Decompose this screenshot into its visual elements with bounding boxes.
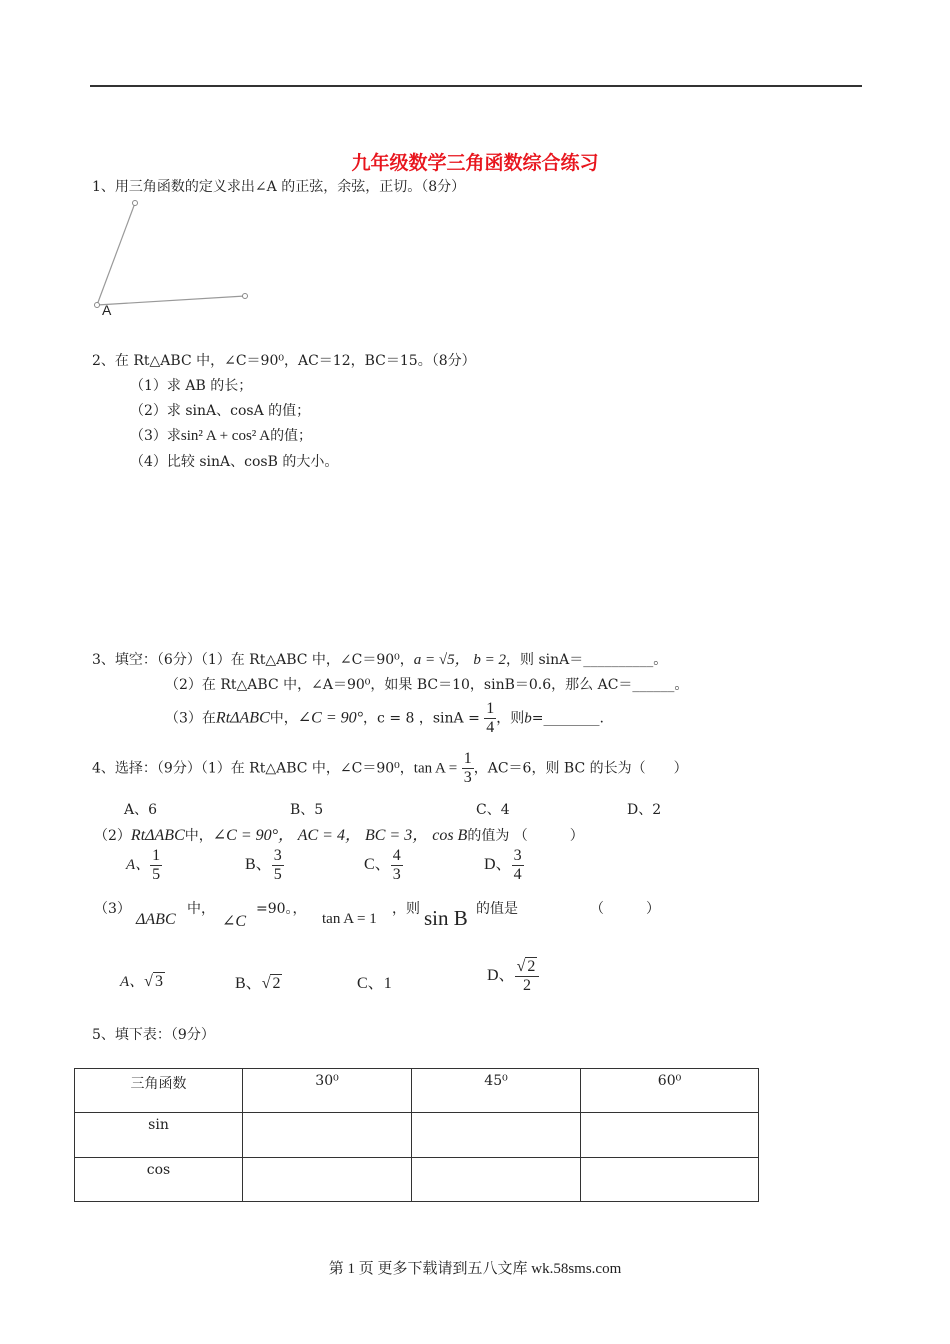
question-2-item-3-tail: 的值；	[270, 428, 313, 444]
option-2-c-label: C、	[364, 856, 391, 874]
question-4-line-1	[92, 750, 688, 787]
option-2-c-fraction	[391, 847, 403, 884]
option-3-c-label: C、	[357, 975, 384, 992]
option-2-a-denominator: 5	[152, 866, 161, 883]
option-1-c: C、4	[476, 802, 510, 818]
table-cell	[243, 1113, 412, 1158]
question-2-item-2: （2）求 sinA、cosA 的值；	[130, 403, 311, 419]
question-3-line-3	[165, 700, 604, 737]
option-2-a	[126, 847, 162, 884]
question-4-line-2-a: （2）	[94, 828, 131, 844]
question-4-line-2	[94, 822, 584, 845]
option-2-b	[245, 847, 284, 884]
question-4-line-2-math-1: RtΔABC	[130, 827, 185, 844]
question-3-line-3-math-3: b	[524, 710, 532, 727]
option-1-d: D、2	[627, 802, 662, 818]
option-2-b-denominator: 5	[273, 866, 282, 883]
question-4-fraction-denominator: 3	[463, 769, 472, 786]
question-2-text: 2、在 Rt△ABC 中，∠C＝90⁰，AC＝12，BC＝15。（8分）	[92, 353, 476, 369]
option-3-d-denominator: 2	[515, 976, 540, 995]
question-3-line-2: （2）在 Rt△ABC 中，∠A＝90⁰，如果 BC＝10，sinB＝0.6，那么 AC＝______。	[165, 677, 689, 693]
question-4-fraction-numerator: 1	[463, 750, 472, 767]
option-2-d-label: D、	[484, 856, 512, 874]
table-header-row	[75, 1069, 759, 1113]
option-2-b-numerator: 3	[273, 847, 282, 864]
question-3-line-3-c: ，c = 8 ，sinA =	[363, 710, 480, 727]
option-3-d-numerator: √ 2	[516, 958, 536, 975]
table-row-label: sin	[75, 1113, 243, 1158]
table-cell	[412, 1158, 581, 1202]
table-row	[75, 1158, 759, 1202]
table-row-label: cos	[75, 1158, 243, 1202]
question-3-line-3-a: （3）在	[165, 710, 216, 727]
option-3-a-label: A、	[120, 974, 145, 990]
question-2-item-3	[130, 425, 312, 445]
table-cell	[581, 1113, 759, 1158]
option-3-b: B、√ 2	[235, 975, 281, 992]
question-4-line-1-math: tan A =	[413, 760, 458, 777]
option-3-b-value: 2	[272, 975, 281, 992]
table-header-cell: 三角函数	[75, 1069, 243, 1113]
question-1-text: 1、用三角函数的定义求出∠A 的正弦，余弦，正切。（8分）	[92, 179, 466, 195]
option-3-d-fraction	[515, 958, 540, 995]
option-3-c-value: 1	[383, 975, 392, 992]
question-3-line-3-e: =________.	[531, 710, 604, 727]
question-2-item-3-label: （3）求	[130, 428, 181, 444]
question-4-line-3-math-4: sin B	[424, 906, 468, 930]
question-3-line-1	[92, 648, 667, 669]
question-2-item-4: （4）比较 sinA、cosB 的大小。	[130, 454, 339, 470]
question-3-fraction-numerator: 1	[486, 700, 495, 717]
angle-figure	[90, 195, 260, 325]
question-4-line-1-text: 4、选择：（9分）（1）在 Rt△ABC 中，∠C＝90⁰，	[92, 760, 414, 777]
table-header-cell: 60⁰	[581, 1069, 759, 1113]
option-3-d-numerator-value: 2	[527, 958, 536, 975]
question-4-line-2-b: 中，	[184, 828, 213, 844]
table-cell	[243, 1158, 412, 1202]
question-4-line-3-d: ，则	[392, 901, 420, 917]
option-2-b-fraction	[272, 847, 284, 884]
question-3-line-3-math-1: RtΔABC	[215, 709, 270, 727]
question-4-line-3-c: =90。，	[256, 901, 307, 917]
table-row	[75, 1113, 759, 1158]
question-3-line-1-math: a = √5， b = 2	[413, 652, 507, 668]
option-3-c	[357, 970, 392, 993]
table-cell	[412, 1113, 581, 1158]
option-1-b: B、5	[290, 802, 324, 818]
page-footer: 第 1 页 更多下载请到五八文库 wk.58sms.com	[328, 1261, 622, 1277]
question-4-line-3-e: 的值是	[476, 901, 518, 917]
option-2-d-numerator: 3	[513, 847, 522, 864]
question-3-line-3-d: ，则	[496, 710, 525, 727]
trig-table	[74, 1068, 759, 1202]
question-4-line-3-prefix: （3）	[94, 901, 131, 917]
point-a-label: A	[102, 302, 112, 318]
option-2-a-numerator: 1	[152, 847, 161, 864]
question-4-line-2-c: 的值为 （ ）	[467, 828, 584, 844]
question-2-item-3-expr: sin² A + cos² A	[180, 428, 271, 444]
question-4-line-3-paren: （ ）	[590, 901, 660, 917]
table-cell	[581, 1158, 759, 1202]
option-2-b-label: B、	[245, 856, 272, 874]
option-2-a-label: A、	[126, 857, 151, 874]
question-4-fraction	[462, 750, 474, 787]
header-rule	[90, 85, 862, 87]
question-4-line-3-math-2: ∠C	[222, 913, 247, 930]
option-3-a-value: 3	[154, 973, 163, 990]
question-3-fraction-denominator: 4	[486, 719, 495, 736]
question-2-item-1: （1）求 AB 的长；	[130, 378, 253, 394]
question-4-line-1-tail: ，AC＝6，则 BC 的长为（ ）	[473, 760, 688, 777]
question-5-text: 5、填下表：（9分）	[92, 1027, 215, 1043]
table-header-cell: 45⁰	[412, 1069, 581, 1113]
question-3-line-3-b: 中，	[269, 710, 298, 727]
option-2-a-fraction	[150, 847, 162, 884]
question-4-line-3-b: 中，	[187, 901, 215, 917]
question-3-line-1-text: 3、填空：（6分）（1）在 Rt△ABC 中，∠C＝90⁰，	[92, 652, 414, 668]
option-2-d-denominator: 4	[513, 866, 522, 883]
option-3-d-label: D、	[487, 967, 515, 985]
option-2-d-fraction	[512, 847, 524, 884]
question-3-line-3-math-2: ∠C = 90°	[297, 709, 364, 727]
question-3-fraction	[484, 700, 496, 737]
question-4-line-2-math-2: ∠C = 90°， AC = 4， BC = 3， cos B	[212, 827, 468, 844]
question-4-line-3-math-3: tan A = 1	[322, 911, 377, 927]
option-3-b-label: B、	[235, 975, 262, 992]
option-2-d	[484, 847, 524, 884]
question-3-line-1-answer: ，则 sinA＝__________。	[506, 652, 668, 668]
option-3-a: A、√ 3	[120, 973, 163, 990]
option-3-d	[487, 958, 539, 995]
option-1-a: A、6	[124, 802, 158, 818]
option-2-c-denominator: 3	[392, 866, 401, 883]
question-4-line-3-math-1: ΔABC	[136, 911, 176, 928]
page-title: 九年级数学三角函数综合练习	[351, 152, 599, 174]
option-2-c-numerator: 4	[392, 847, 401, 864]
option-2-c	[364, 847, 403, 884]
table-header-cell: 30⁰	[243, 1069, 412, 1113]
